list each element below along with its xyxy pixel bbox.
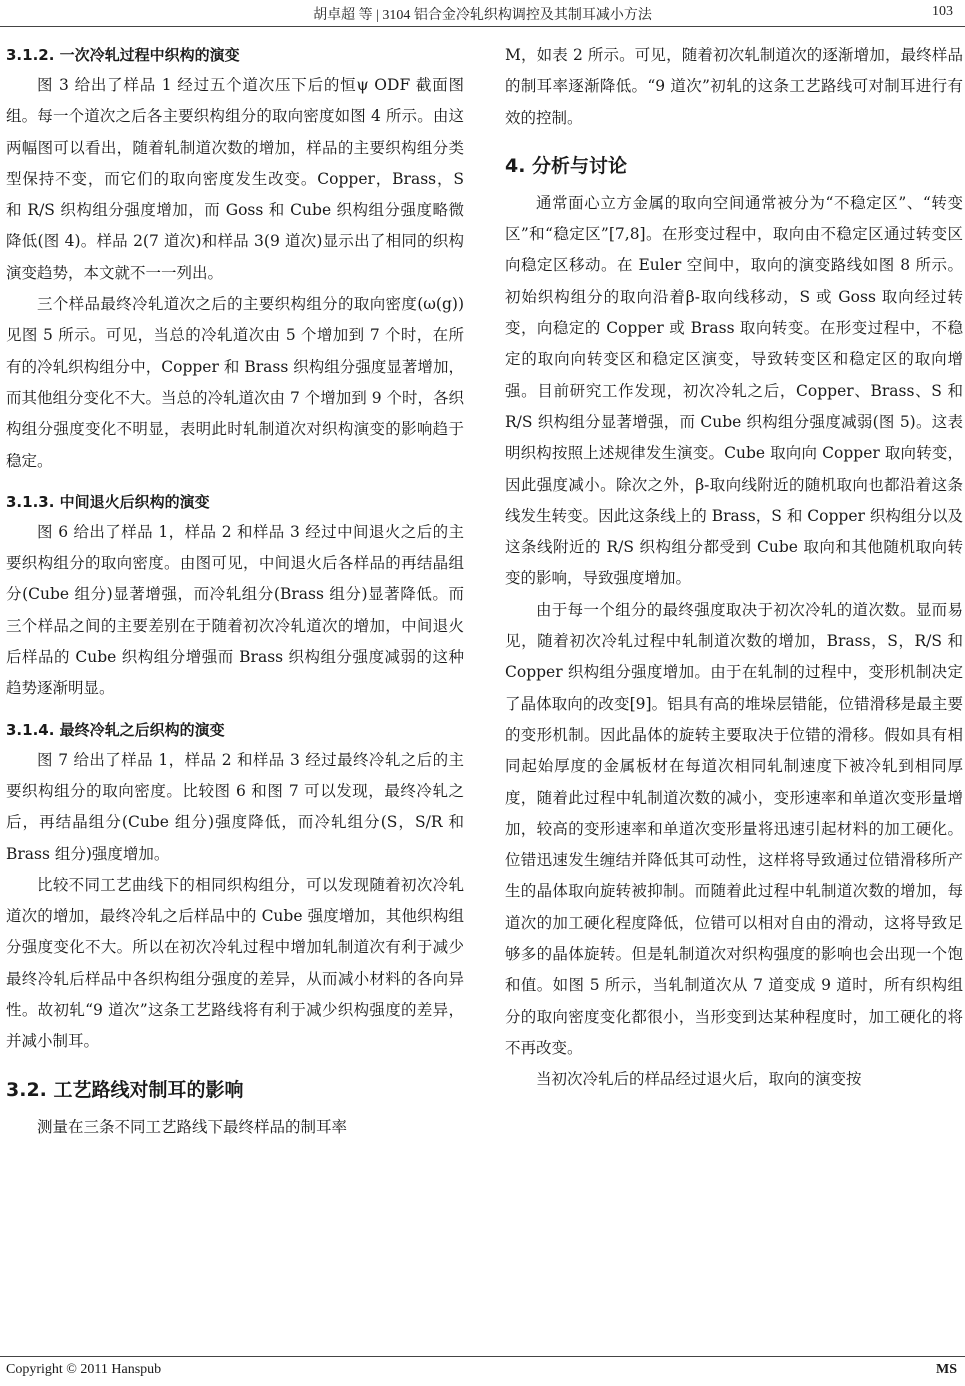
page-number: 103 bbox=[932, 4, 953, 19]
section-heading-3-1-4: 3.1.4. 最终冷轧之后织构的演变 bbox=[6, 720, 225, 739]
journal-code: MS bbox=[936, 1362, 957, 1377]
paragraph: 由于每一个组分的最终强度取决于初次冷轧的道次数。显而易见，随着初次冷轧过程中轧制道次数的增加，Brass，S，R/S 和 Copper 织构组分强度增加。由于在轧制的过程中，变形机制决定了晶体取向的改变[9]。铝具有高的堆垛层错能，位错滑移是最主要的变形机制。因此晶体的旋转主要取决于位错的滑移。假如具有相同起始厚度的金属板材在每道次相同轧制速度下被冷轧到相同厚度，随着此过程中轧制道次数的减小，变形速率和单道次变形量增加，较高的变形速率和单道次变形量将迅速引起材料的加工硬化。位错迅速发生缠结并降低其可动性，这样将导致通过位错滑移所产生的晶体取向旋转被抑制。而随着此过程中轧制道次数的增加，每道次的加工硬化程度降低，位错可以相对自由的滑动，这将导致足够多的晶体旋转。但是轧制道次对织构强度的影响也会出现一个饱和值。如图 5 所示，当轧制道次从 7 道变成 9 道时，所有织构组分的取向密度变化都很小，当形变到达某种程度时，加工硬化的将不再改变。 bbox=[505, 600, 963, 1057]
paragraph: 通常面心立方金属的取向空间通常被分为“不稳定区”、“转变区”和“稳定区”[7,8]。在形变过程中，取向由不稳定区通过转变区向稳定区移动。在 Euler 空间中，取向的演变路线如图 8 所示。初始织构组分的取向沿着β-取向线移动，S 或 Goss 取向经过转变，向稳定的 Copper 或 Brass 取向转变。在形变过程中，不稳定的取向向转变区和稳定区演变，导致转变区和稳定区的取向增强。目前研究工作发现，初次冷轧之后，Copper、Brass、S 和 R/S 织构组分显著增强，而 Cube 织构组分强度减弱(图 5)。这表明织构按照上述规律发生演变。Cube 取向向 Copper 取向转变，因此强度减小。除次之外，β-取向线附近的随机取向也都沿着这条线发生转变。因此这条线上的 Brass，S 和 Copper 织构组分以及这条线附近的 R/S 织构组分都受到 Cube 取向和其他随机取向转变的影响，导致强度增加。 bbox=[505, 193, 963, 588]
paragraph: 图 3 给出了样品 1 经过五个道次压下后的恒ψ ODF 截面图组。每一个道次之后各主要织构组分的取向密度如图 4 所示。由这两幅图可以看出，随着轧制道次数的增加，样品的主要织构组分类型保持不变，而它们的取向密度发生改变。Copper，Brass，S 和 R/S 织构组分强度增加，而 Goss 和 Cube 织构组分强度略微降低(图 4)。样品 2(7 道次)和样品 3(9 道次)显示出了相同的织构演变趋势，本文就不一一列出。 bbox=[6, 76, 464, 282]
left-column bbox=[6, 40, 464, 1143]
right-column bbox=[505, 40, 963, 1096]
copyright-text: Copyright © 2011 Hanspub bbox=[6, 1362, 162, 1377]
section-heading-3-2: 3.2. 工艺路线对制耳的影响 bbox=[6, 1078, 244, 1101]
paragraph: 图 7 给出了样品 1，样品 2 和样品 3 经过最终冷轧之后的主要织构组分的取向密度。比较图 6 和图 7 可以发现，最终冷轧之后，再结晶组分(Cube 组分)强度降低，而冷轧组分(S，S/R 和 Brass 组分)强度增加。 bbox=[6, 750, 464, 863]
page-footer bbox=[0, 1362, 965, 1382]
running-header bbox=[0, 4, 965, 26]
paragraph: M，如表 2 所示。可见，随着初次轧制道次的逐渐增加，最终样品的制耳率逐渐降低。“9 道次”初轧的这条工艺路线可对制耳进行有效的控制。 bbox=[505, 46, 963, 127]
header-rule bbox=[0, 26, 965, 27]
running-title: 胡卓超 等 | 3104 铝合金冷轧织构调控及其制耳减小方法 bbox=[313, 8, 652, 23]
paragraph: 当初次冷轧后的样品经过退火后，取向的演变按 bbox=[536, 1070, 862, 1089]
section-heading-3-1-3: 3.1.3. 中间退火后织构的演变 bbox=[6, 492, 210, 511]
footer-rule bbox=[0, 1356, 965, 1357]
paragraph: 三个样品最终冷轧道次之后的主要织构组分的取向密度(ω(g))见图 5 所示。可见，当总的冷轧道次由 5 个增加到 7 个时，在所有的冷轧织构组分中，Copper 和 Brass 织构组分强度显著增加，而其他组分变化不大。当总的冷轧道次由 7 个增加到 9 个时，各织构组分强度变化不明显，表明此时轧制道次对织构演变的影响趋于稳定。 bbox=[6, 295, 464, 470]
paragraph: 图 6 给出了样品 1，样品 2 和样品 3 经过中间退火之后的主要织构组分的取向密度。由图可见，中间退火后各样品的再结晶组分(Cube 组分)显著增强，而冷轧组分(Brass 组分)显著降低。而三个样品之间的主要差别在于随着初次冷轧道次的增加，中间退火后样品的 Cube 织构组分增强而 Brass 织构组分强度减弱的这种趋势逐渐明显。 bbox=[6, 522, 464, 698]
paragraph: 测量在三条不同工艺路线下最终样品的制耳率 bbox=[37, 1117, 348, 1136]
paragraph: 比较不同工艺曲线下的相同织构组分，可以发现随着初次冷轧道次的增加，最终冷轧之后样品中的 Cube 强度增加，其他织构组分强度变化不大。所以在初次冷轧过程中增加轧制道次有利于减少最终冷轧后样品中各织构组分强度的差异，从而减小材料的各向异性。故初轧“9 道次”这条工艺路线将有利于减少织构强度的差异，并减小制耳。 bbox=[6, 875, 464, 1051]
section-heading-4: 4. 分析与讨论 bbox=[505, 154, 628, 177]
section-heading-3-1-2: 3.1.2. 一次冷轧过程中织构的演变 bbox=[6, 46, 240, 64]
